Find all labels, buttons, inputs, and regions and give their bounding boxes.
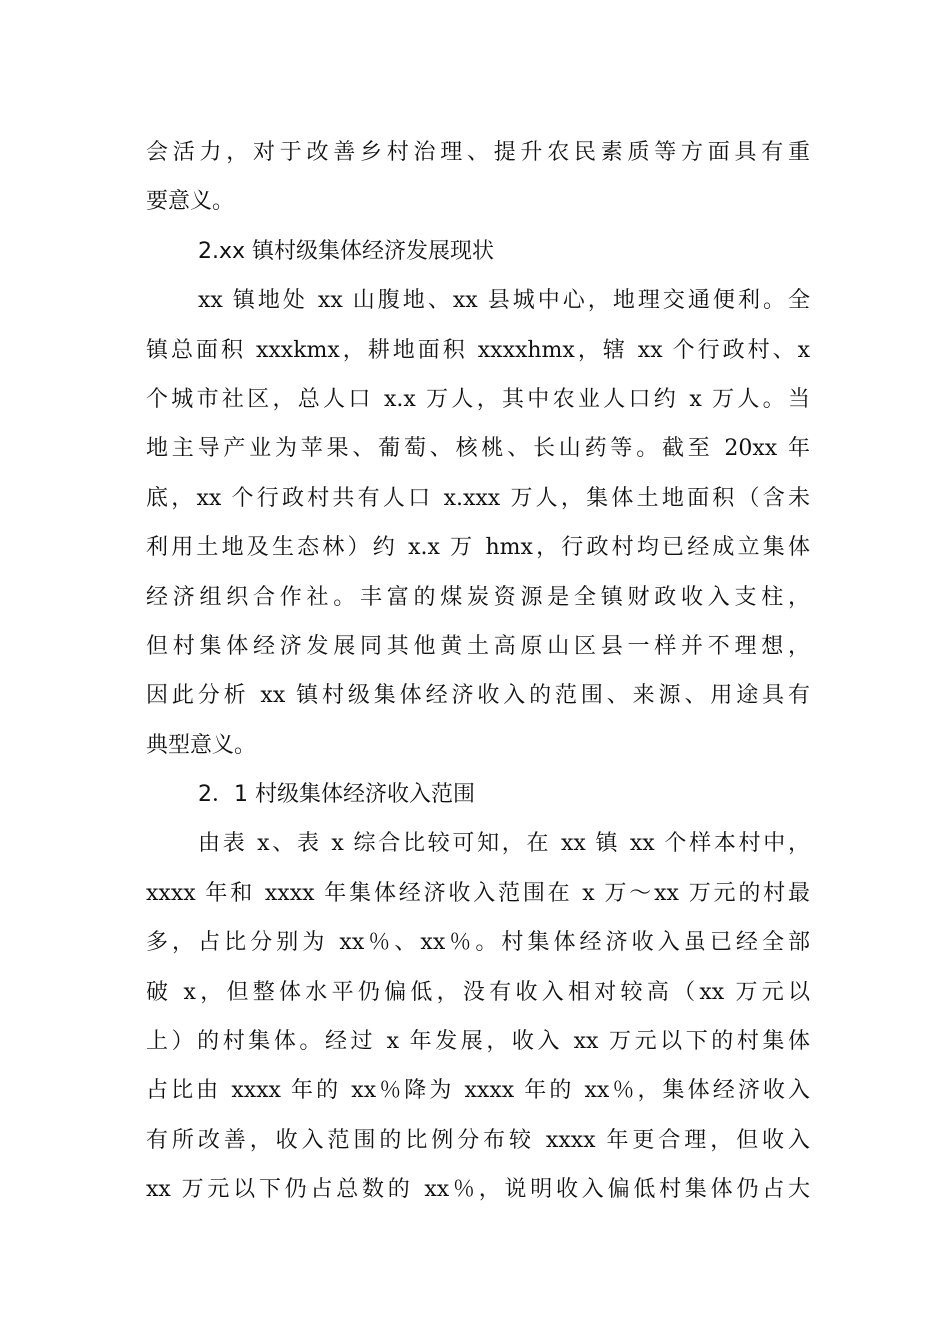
paragraph-line: 典型意义。 [146,732,257,758]
paragraph-line: 底，xx 个行政村共有人口 x.xxx 万人，集体土地面积（含未 [146,485,810,511]
paragraph-line: 经济组织合作社。丰富的煤炭资源是全镇财政收入支柱， [146,584,810,610]
paragraph-line: xxxx 年和 xxxx 年集体经济收入范围在 x 万～xx 万元的村最 [146,880,810,906]
paragraph-line: 但村集体经济发展同其他黄土高原山区县一样并不理想， [146,633,810,659]
document-body [146,128,810,1215]
paragraph-line: 由表 x、表 x 综合比较可知，在 xx 镇 xx 个样本村中， [198,831,810,857]
paragraph-line: 因此分析 xx 镇村级集体经济收入的范围、来源、用途具有 [146,683,810,709]
paragraph-line: 镇总面积 xxxkmx，耕地面积 xxxxhmx，辖 xx 个行政村、x [146,337,810,363]
paragraph-line: 利用土地及生态林）约 x.x 万 hmx，行政村均已经成立集体 [146,535,810,561]
paragraph-line: 有所改善，收入范围的比例分布较 xxxx 年更合理，但收入 [146,1127,810,1153]
paragraph-line: 地主导产业为苹果、葡萄、核桃、长山药等。截至 20xx 年 [146,436,810,462]
paragraph-line: 要意义。 [146,189,235,215]
paragraph-line: 破 x，但整体水平仍偏低，没有收入相对较高（xx 万元以 [146,979,810,1005]
paragraph-line: 会活力，对于改善乡村治理、提升农民素质等方面具有重 [146,140,810,165]
paragraph-line: 上）的村集体。经过 x 年发展，收入 xx 万元以下的村集体 [146,1029,810,1055]
paragraph-line: 个城市社区，总人口 x.x 万人，其中农业人口约 x 万人。当 [146,386,810,412]
paragraph-line: xx 镇地处 xx 山腹地、xx 县城中心，地理交通便利。全 [198,288,810,314]
paragraph-line: 多，占比分别为 xx％、xx％。村集体经济收入虽已经全部 [146,930,810,956]
paragraph-line: xx 万元以下仍占总数的 xx％，说明收入偏低村集体仍占大 [146,1177,810,1203]
subsection-heading: 2．1 村级集体经济收入范围 [198,782,475,808]
paragraph-line: 占比由 xxxx 年的 xx％降为 xxxx 年的 xx％，集体经济收入 [146,1078,810,1104]
section-heading: 2.xx 镇村级集体经济发展现状 [198,238,495,264]
